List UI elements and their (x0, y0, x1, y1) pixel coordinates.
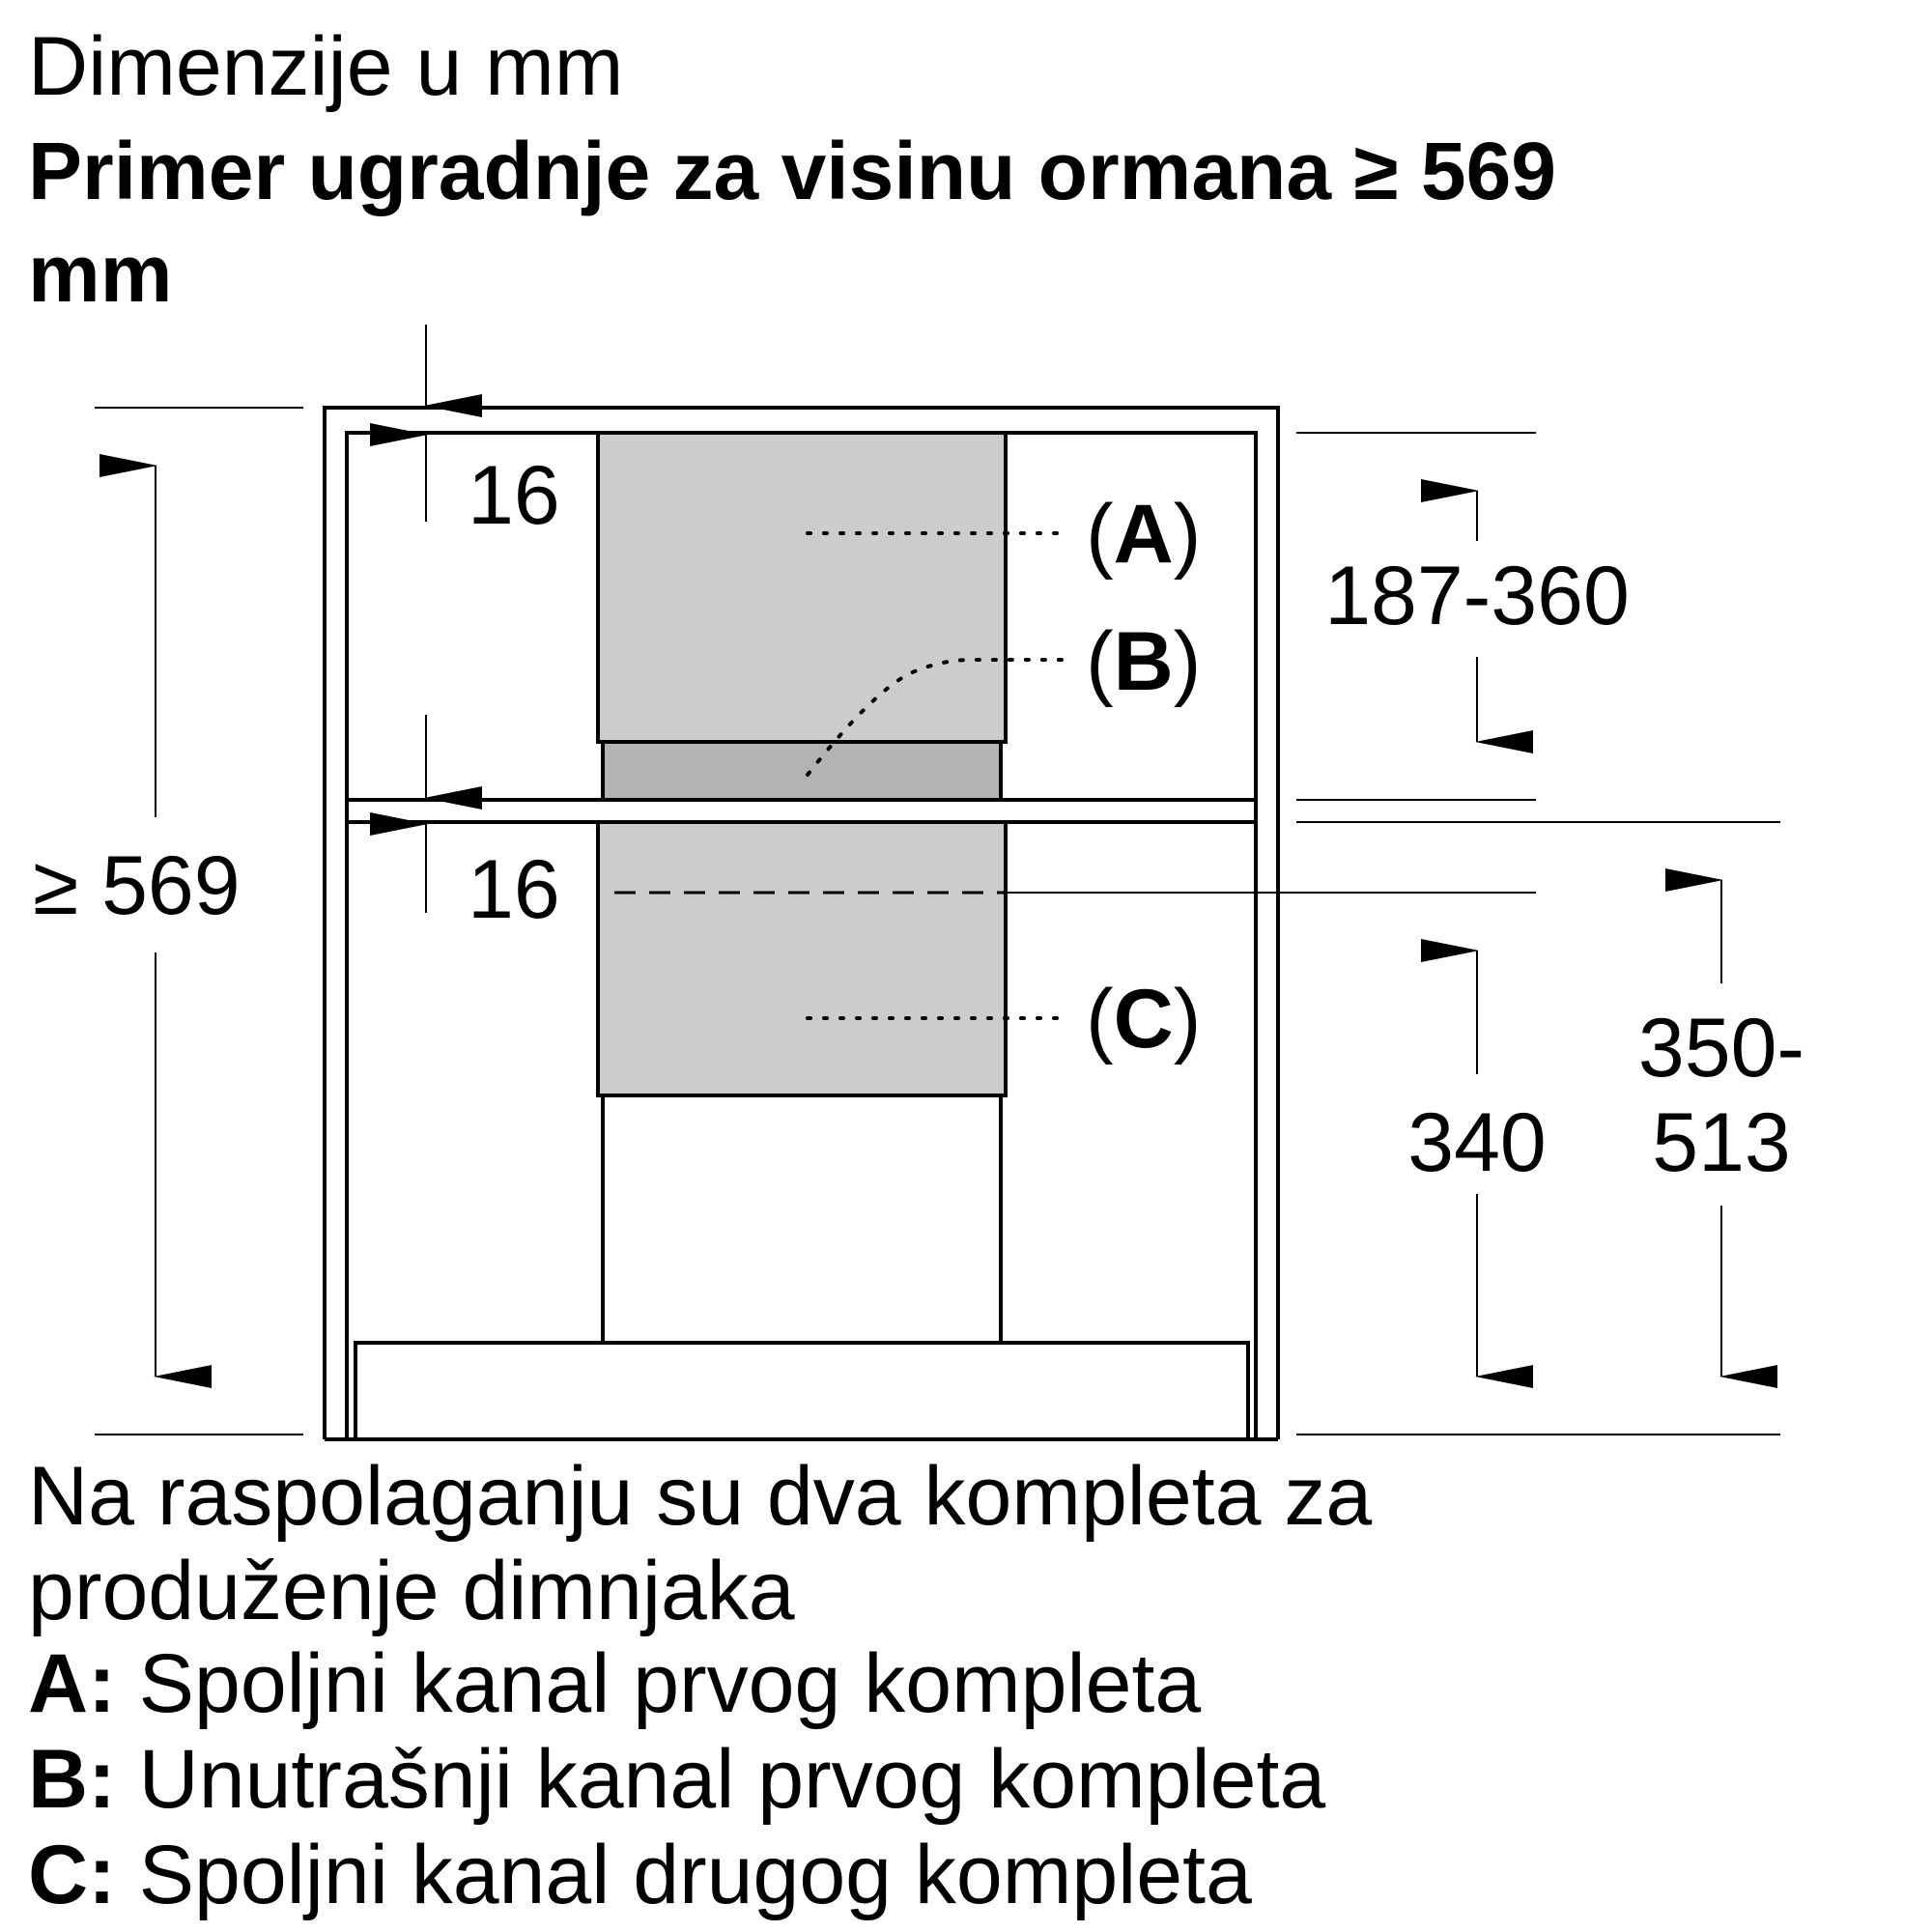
legend-text-a: Spoljni kanal prvog kompleta (115, 1637, 1202, 1730)
title-line-2: mm (28, 228, 173, 319)
description-line-1: Na raspolaganju su dva kompleta za (28, 1450, 1373, 1543)
description (28, 1449, 1372, 1638)
legend-text-b: Unutrašnji kanal prvog kompleta (115, 1733, 1326, 1826)
legend-key-c: C: (28, 1829, 116, 1921)
legend-item-a (28, 1637, 1202, 1730)
shelf (347, 800, 1256, 822)
legend-key-b: B: (28, 1733, 116, 1826)
label-lower-height: 340 (1407, 1096, 1547, 1189)
label-shelf-gap: 16 (468, 843, 560, 936)
legend-key-a: A: (28, 1637, 116, 1730)
hood-body (355, 1343, 1248, 1439)
callout-b: (B) (1086, 615, 1202, 708)
label-cabinet-height: ≥ 569 (33, 839, 241, 932)
duct-c-outer-lower (598, 822, 1006, 1095)
legend-item-b (28, 1733, 1326, 1826)
legend-item-c (28, 1829, 1252, 1921)
label-upper-range: 187-360 (1324, 550, 1630, 642)
callout-c: (C) (1086, 973, 1202, 1065)
duct-a-outer-upper (598, 433, 1006, 742)
title-line-1: Primer ugradnje za visinu ormana ≥ 569 (28, 126, 1557, 216)
units-subtitle: Dimenzije u mm (28, 20, 624, 113)
label-top-gap: 16 (468, 449, 560, 542)
duct-base-column (603, 1095, 1001, 1343)
duct-b-inner (603, 742, 1001, 800)
description-line-2: produženje dimnjaka (28, 1545, 795, 1637)
label-lower-range: 350-513 (1637, 1002, 1805, 1189)
callout-a: (A) (1086, 488, 1202, 581)
legend-text-c: Spoljni kanal drugog kompleta (115, 1829, 1252, 1921)
